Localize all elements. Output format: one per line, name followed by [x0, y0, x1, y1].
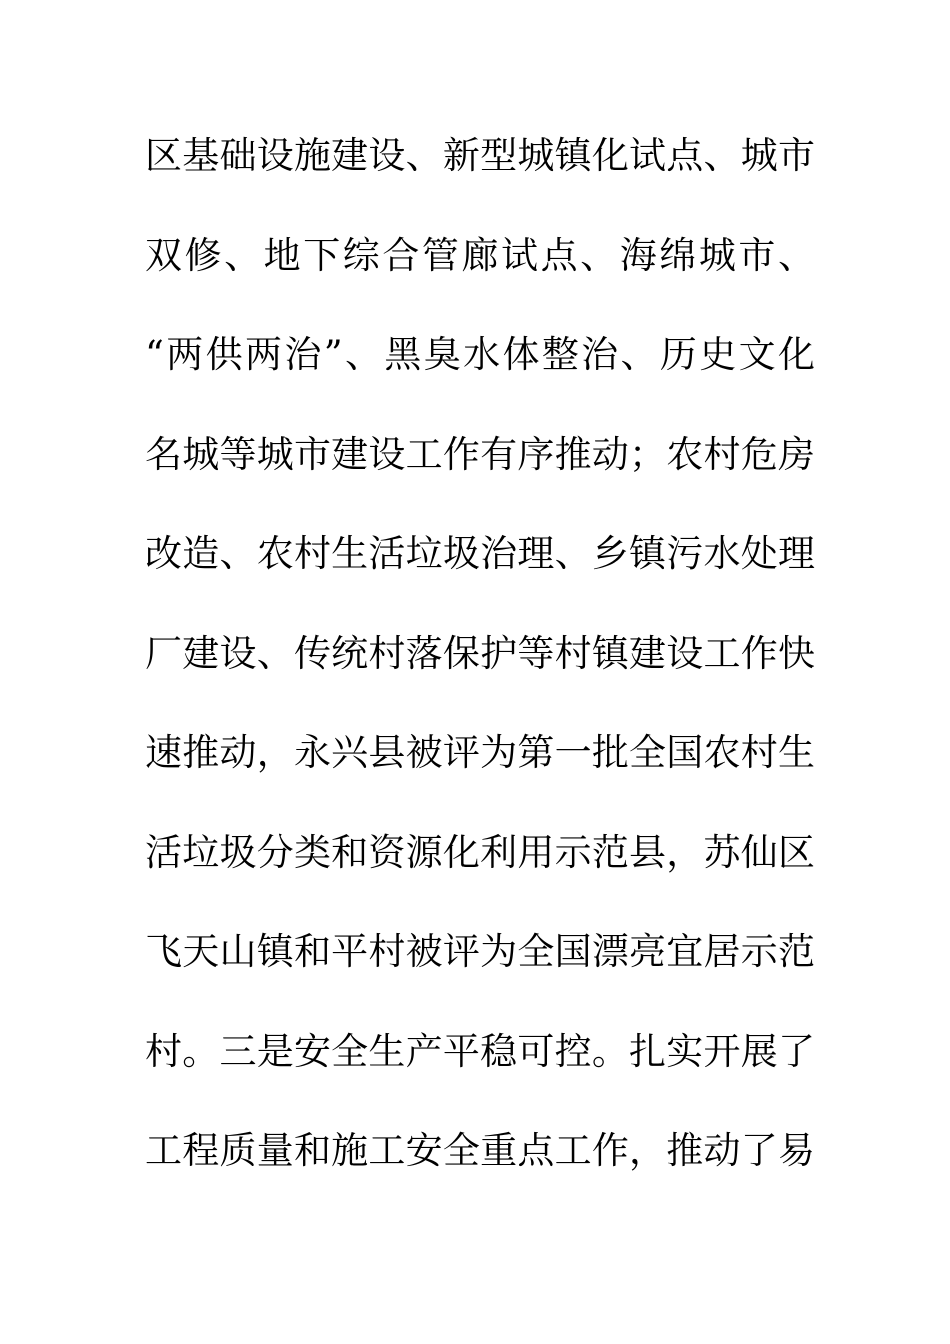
text-line: 村。三是安全生产平稳可控。扎实开展了 — [145, 1029, 815, 1073]
text-line: 厂建设、传统村落保护等村镇建设工作快 — [145, 631, 815, 675]
body-text — [145, 124, 815, 1219]
text-line: 活垃圾分类和资源化利用示范县，苏仙区 — [145, 830, 815, 874]
text-line: “两供两治”、黑臭水体整治、历史文化 — [145, 333, 815, 376]
text-line: 工程质量和施工安全重点工作，推动了易 — [145, 1129, 815, 1172]
text-line: 双修、地下综合管廊试点、海绵城市、 — [145, 233, 815, 277]
text-line: 速推动，永兴县被评为第一批全国农村生 — [145, 731, 815, 774]
text-line: 区基础设施建设、新型城镇化试点、城市 — [145, 134, 815, 177]
text-line: 名城等城市建设工作有序推动；农村危房 — [145, 432, 815, 476]
text-line: 改造、农村生活垃圾治理、乡镇污水处理 — [145, 532, 815, 575]
text-line: 飞天山镇和平村被评为全国漂亮宜居示范 — [145, 930, 815, 973]
